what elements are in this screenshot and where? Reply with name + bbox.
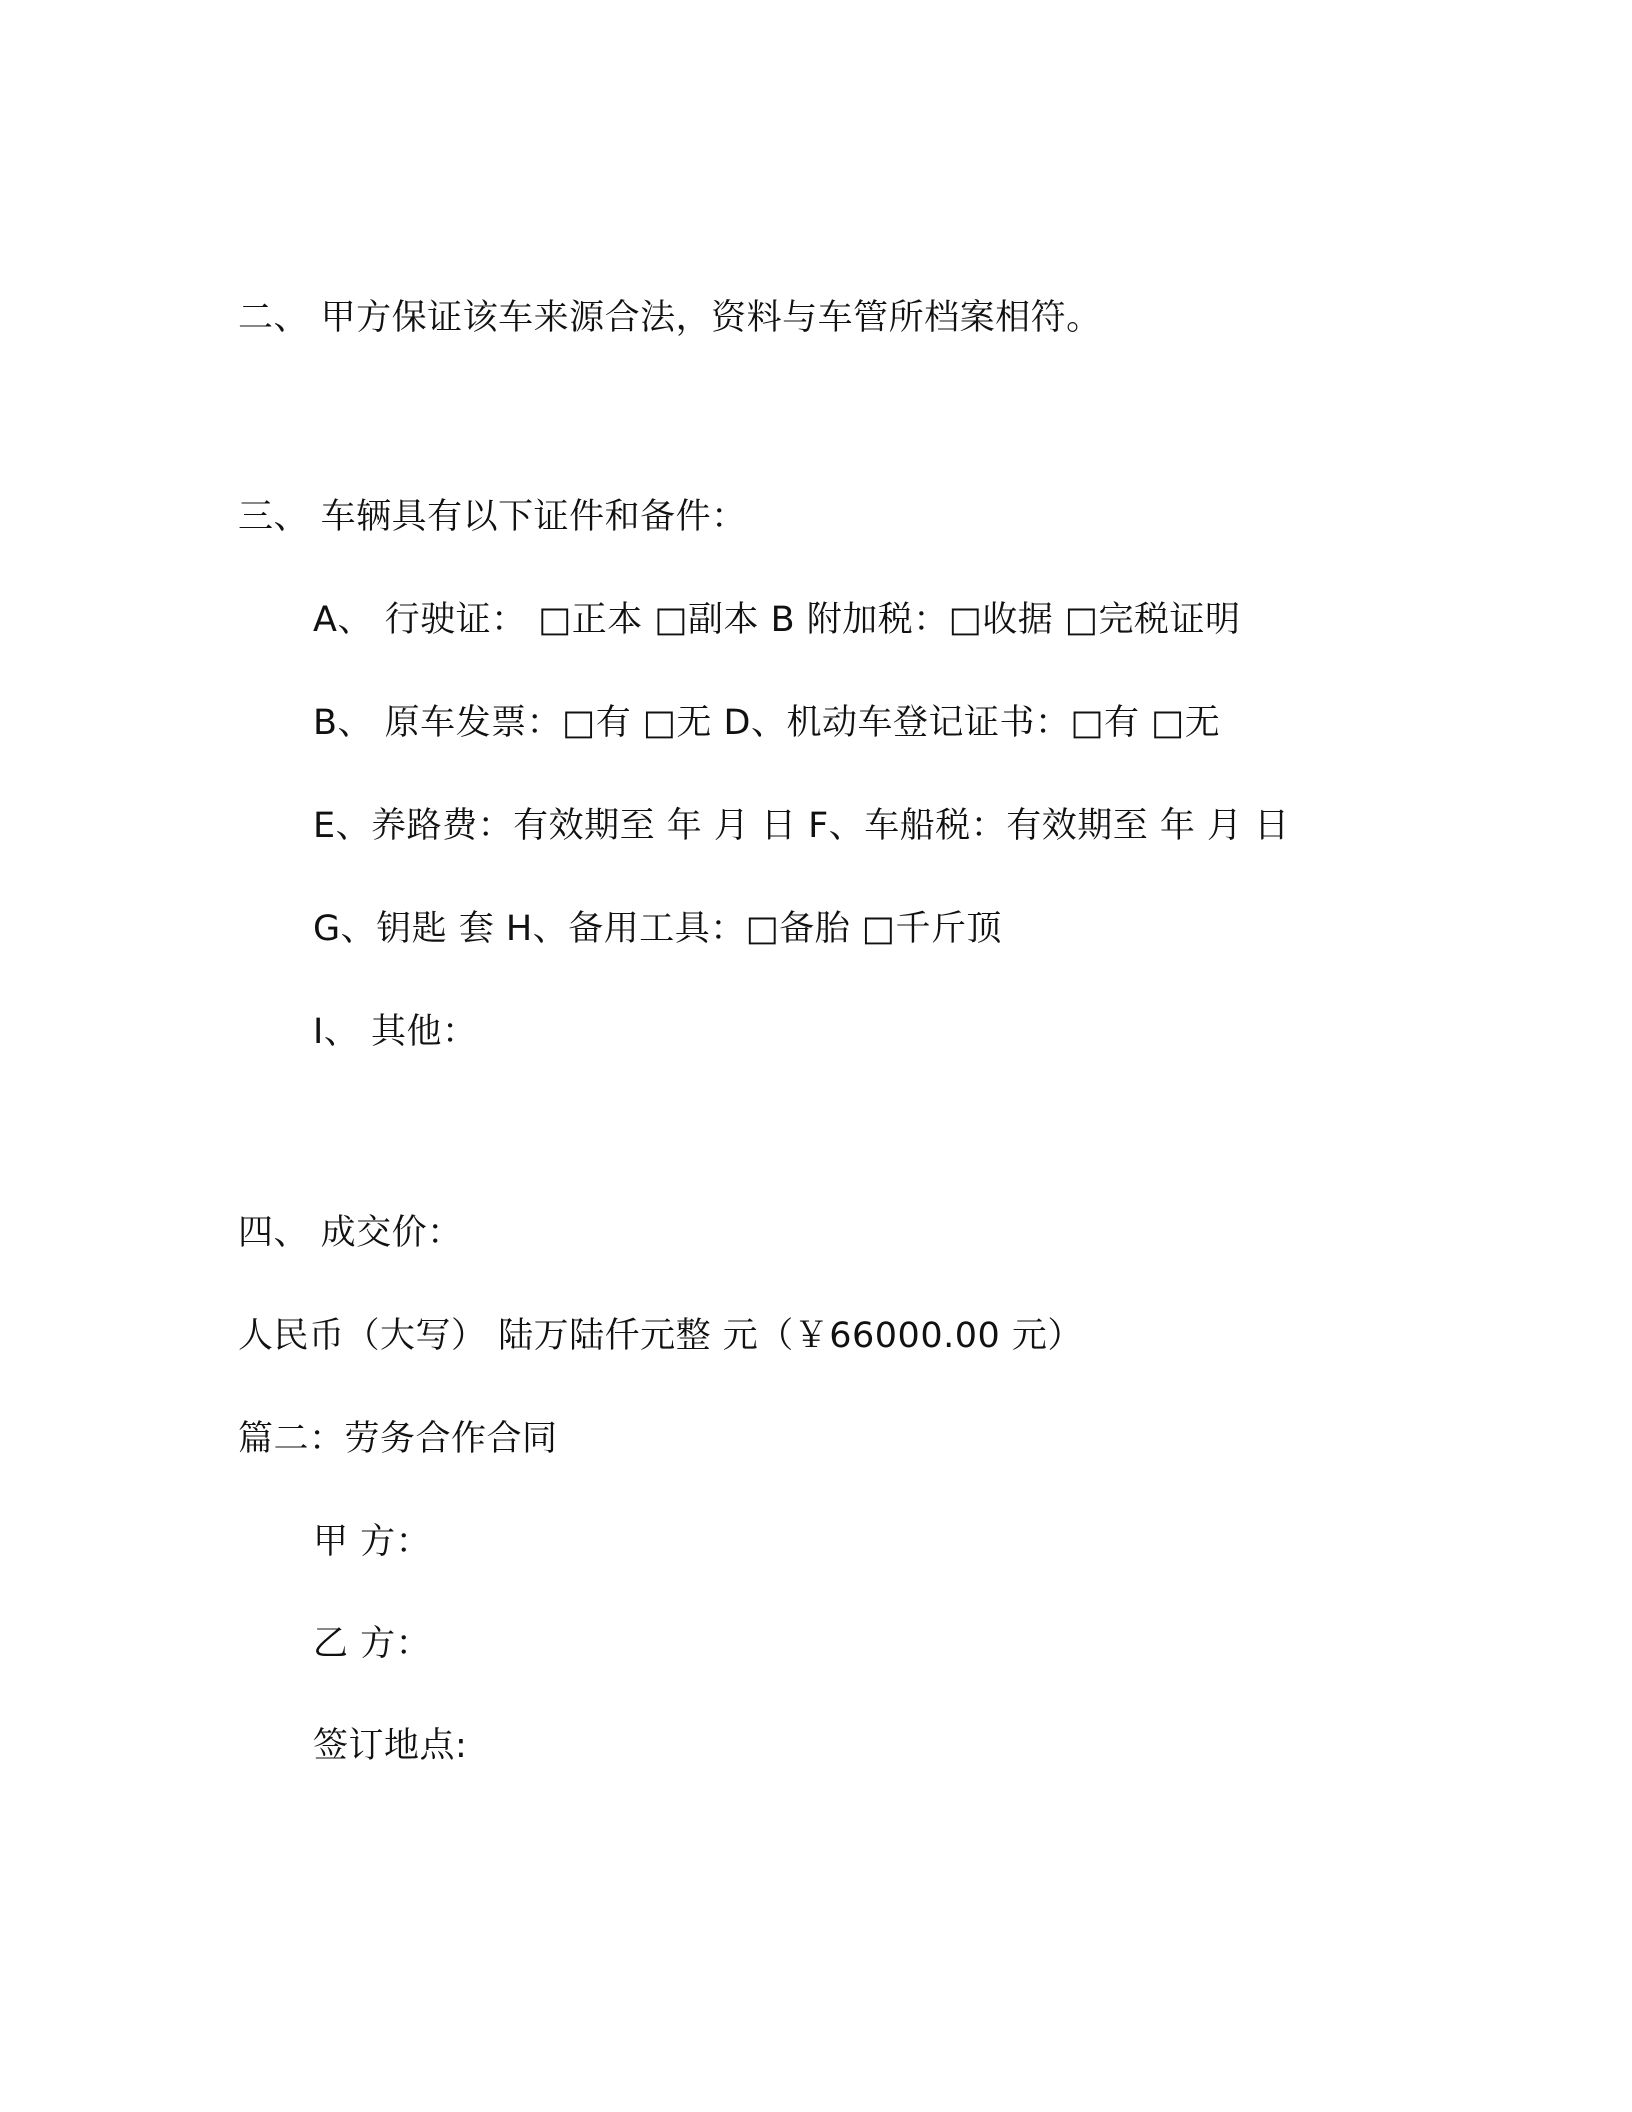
clause-four-heading: 四、 成交价： <box>238 1213 463 1253</box>
party-a-field: 甲 方： <box>313 1522 432 1562</box>
item-driving-license: A、 行驶证： □正本 □副本 B 附加税：□收据 □完税证明 <box>313 600 1241 640</box>
item-other: I、 其他： <box>313 1012 478 1052</box>
signing-location-field: 签订地点: <box>313 1726 468 1766</box>
clause-two: 二、 甲方保证该车来源合法，资料与车管所档案相符。 <box>238 298 1102 338</box>
item-invoice-registration: B、 原车发票：□有 □无 D、机动车登记证书：□有 □无 <box>313 703 1221 743</box>
clause-three-heading: 三、 车辆具有以下证件和备件： <box>238 497 747 537</box>
party-b-field: 乙 方： <box>313 1624 432 1664</box>
item-road-fee-vehicle-tax: E、养路费：有效期至 年 月 日 F、车船税：有效期至 年 月 日 <box>313 806 1290 846</box>
price-line: 人民币（大写） 陆万陆仟元整 元（￥66000.00 元） <box>238 1316 1083 1356</box>
section-title: 篇二：劳务合作合同 <box>238 1419 558 1459</box>
item-keys-tools: G、钥匙 套 H、备用工具：□备胎 □千斤顶 <box>313 909 1002 949</box>
